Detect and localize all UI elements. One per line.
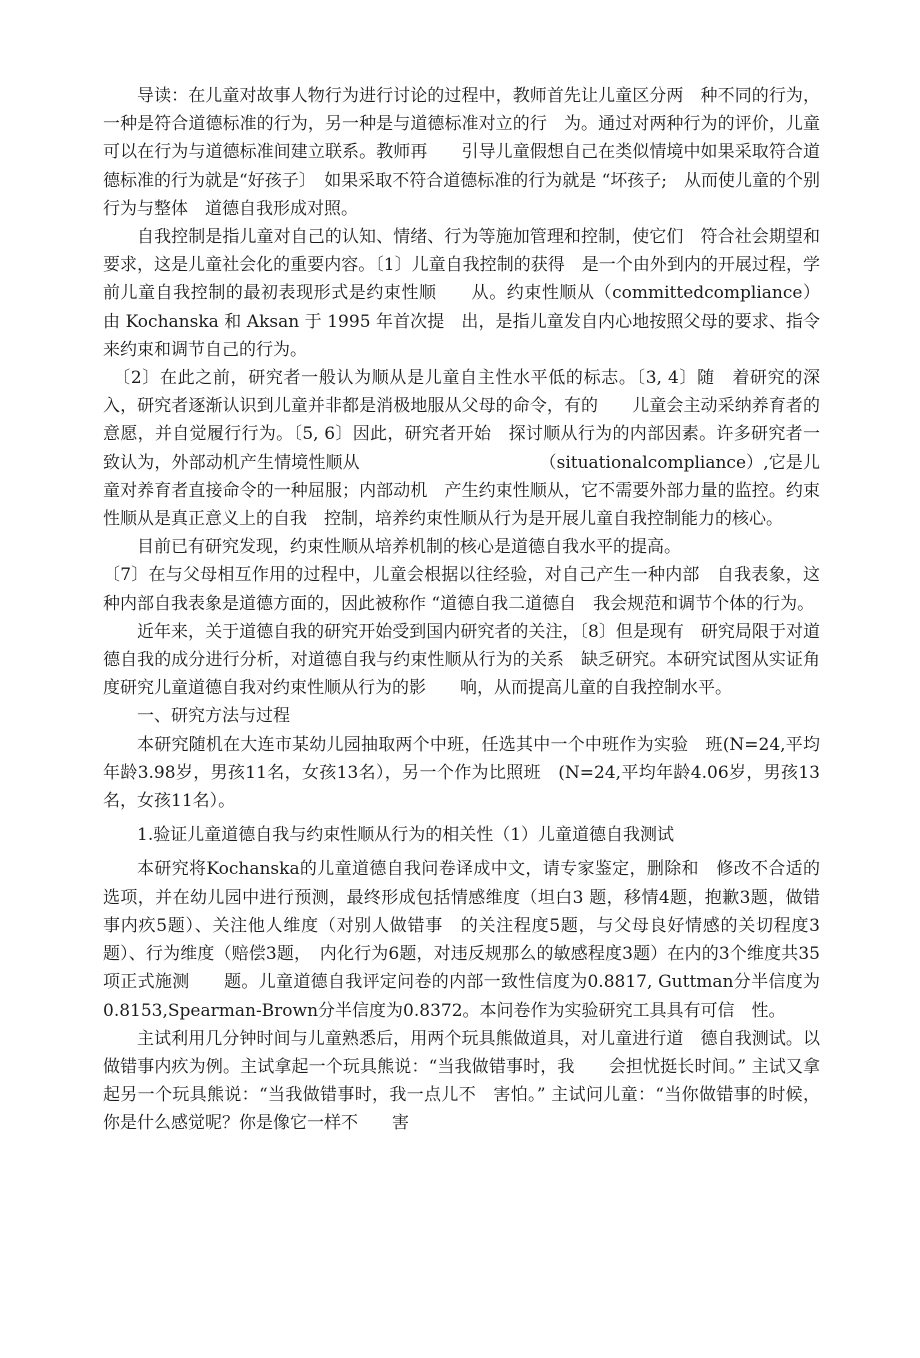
paragraph-procedure: 主试利用几分钟时间与儿童熟悉后，用两个玩具熊做道具，对儿童进行道 德自我测试。以做错事内疚为例。主试拿起一个玩具熊说：“当我做错事时，我 会担忧挺长时间。” 主试又拿起另一个玩具熊说：“当我做错事时，我一点儿不 害怕。” 主试问儿童：“当你做错事的时候，你是什么感觉呢？你是像它一样不 害 xyxy=(103,1028,820,1134)
paragraph-compliance-history: 〔2〕在此之前，研究者一般认为顺从是儿童自主性水平低的标志。〔3, 4〕随 着研究的深入，研究者逐渐认识到儿童并非都是消极地服从父母的命令，有的 儿童会主动采纳养育者的意愿，并自觉履行行为。〔5, 6〕因此，研究者开始 探讨顺从行为的内部因素。许多研究者一致认为，外部动机产生情境性顺从 （situationalcompliance）,它是儿童对养育者直接命令的一种屈服；内部动机 产生约束性顺从，它不需要外部力量的监控。约束性顺从是真正意义上的自我 控制，培养约束性顺从行为是开展儿童自我控制能力的核心。 xyxy=(103,368,820,530)
paragraph-self-control: 自我控制是指儿童对自己的认知、情绪、行为等施加管理和控制，使它们 符合社会期望和要求，这是儿童社会化的重要内容。〔1〕儿童自我控制的获得 是一个由外到内的开展过程，学前儿童自我控制的最初表现形式是约束性顺 从。约束性顺从（committedcompliance）由 Kochanska 和 Aksan 于 1995 年首次提 出，是指儿童发自内心地按照父母的要求、指令来约束和调节自己的行为。 xyxy=(103,227,820,360)
subheading-correlation-test: 1.验证儿童道德自我与约束性顺从行为的相关性（1）儿童道德自我测试 xyxy=(137,825,675,846)
paragraph-moral-self-core: 目前已有研究发现，约束性顺从培养机制的核心是道德自我水平的提高。 xyxy=(137,537,681,558)
paragraph-moral-self-representation: 〔7〕在与父母相互作用的过程中，儿童会根据以往经验，对自己产生一种内部 自我表象，这种内部自我表象是道德方面的，因此被称作 “道德自我二道德自 我会规范和调节个体的行为。 xyxy=(103,565,820,614)
paragraph-recent-research: 近年来，关于道德自我的研究开始受到国内研究者的关注，〔8〕但是现有 研究局限于对道德自我的成分进行分析，对道德自我与约束性顺从行为的关系 缺乏研究。本研究试图从实证角度研究儿童道德自我对约束性顺从行为的影 响，从而提高儿童的自我控制水平。 xyxy=(103,621,820,699)
paragraph-intro: 导读：在儿童对故事人物行为进行讨论的过程中，教师首先让儿童区分两 种不同的行为，一种是符合道德标准的行为，另一种是与道德标准对立的行 为。通过对两种行为的评价，儿童可以在行为与道德标准间建立联系。教师再 引导儿童假想自己在类似情境中如果采取符合道德标准的行为就是“好孩子〕 如果采取不符合道德标准的行为就是 “坏孩子; 从而使儿童的个别行为与整体 道德自我形成对照。 xyxy=(103,86,821,219)
paragraph-sample: 本研究随机在大连市某幼儿园抽取两个中班，任选其中一个中班作为实验 班(N=24,平均年龄3.98岁，男孩11名，女孩13名），另一个作为比照班 (N=24,平均年龄4.06岁，男孩13名，女孩11名）。 xyxy=(103,734,820,812)
section-heading-methods: 一、研究方法与过程 xyxy=(137,706,290,727)
paragraph-questionnaire: 本研究将Kochanska的儿童道德自我问卷译成中文，请专家鉴定，删除和 修改不合适的选项，并在幼儿园中进行预测，最终形成包括情感维度（坦白3 题，移情4题，抱歉3题，做错事内疚5题）、关注他人维度（对别人做错事 的关注程度5题，与父母良好情感的关切程度3题）、行为维度（赔偿3题， 内化行为6题，对违反规那么的敏感程度3题）在内的3个维度共35项正式施测 题。儿童道德自我评定问卷的内部一致性信度为0.8817, Guttman分半信度为 0.8153,Spearman-Brown分半信度为0.8372。本问卷作为实验研究工具具有可信 性。 xyxy=(103,859,837,1021)
